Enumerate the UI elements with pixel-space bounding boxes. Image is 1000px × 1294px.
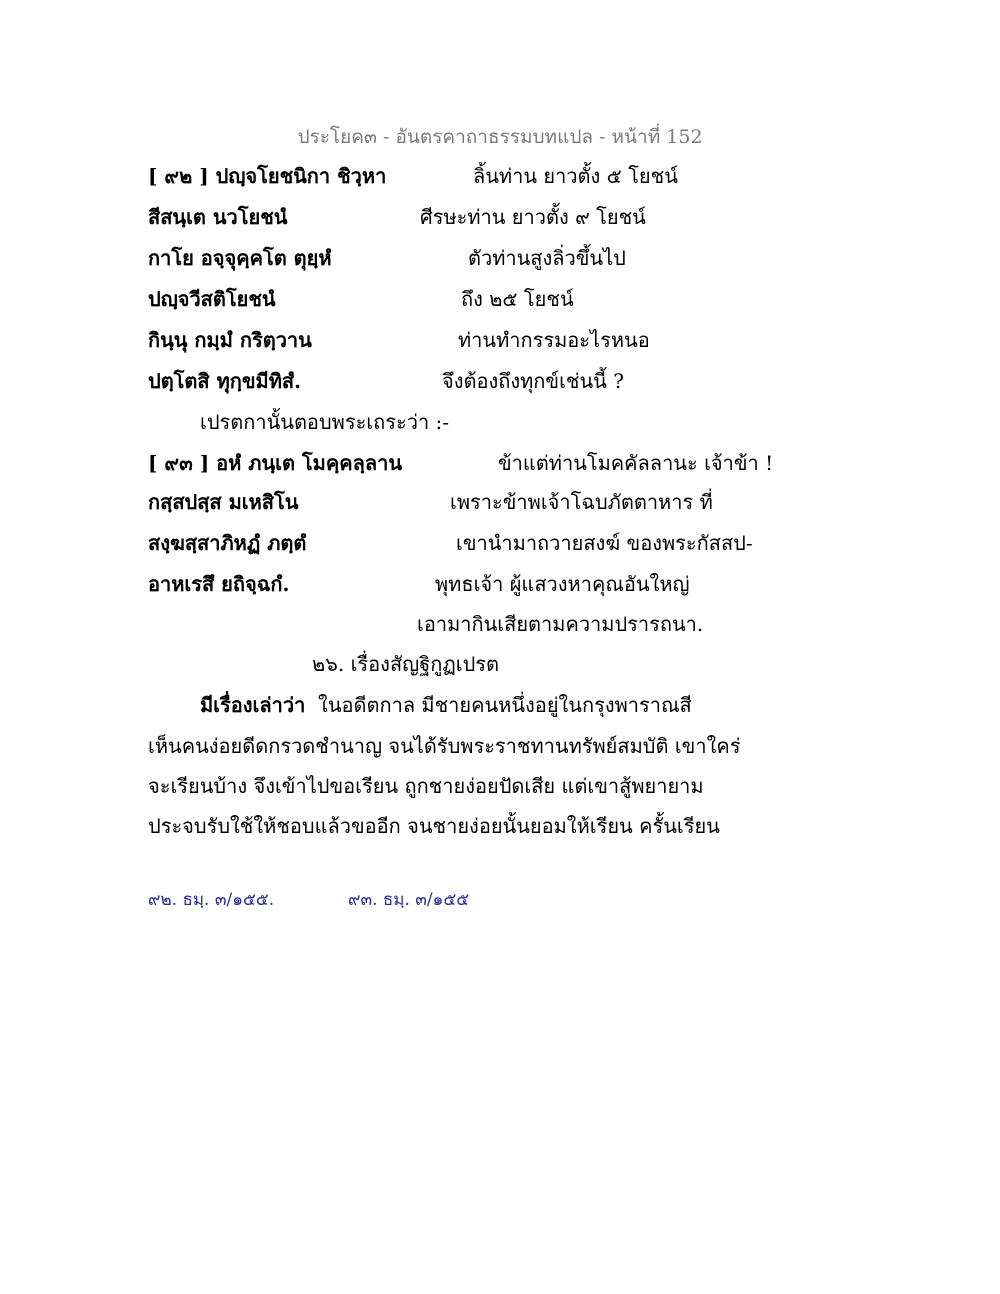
page-header: ประโยค๓ - อันตรคาถาธรรมบทแปล - หน้าที่ 152 [297, 126, 703, 148]
story-paragraph-line: เห็นคนง่อยดีดกรวดชำนาญ จนได้รับพระราชทานทรัพย์สมบัติ เขาใคร่ [148, 734, 741, 758]
pali-verse: ปญฺจวีสติโยชนํ [148, 287, 276, 311]
pali-verse: กาโย อจฺจุคฺคโต ตุยฺหํ [148, 246, 332, 270]
pali-verse: สีสนฺเต นวโยชนํ [148, 205, 288, 229]
pali-verse: ปตฺโตสิ ทุกฺขมีทิสํ. [148, 369, 302, 393]
pali-verse: [ ๙๒ ] ปญฺจโยชนิกา ชิวฺหา [148, 164, 387, 188]
thai-translation: ตัวท่านสูงลิ่วขึ้นไป [468, 246, 626, 270]
continuation-line: เอามากินเสียตามความปรารถนา. [417, 612, 704, 636]
thai-translation: พุทธเจ้า ผู้แสวงหาคุณอันใหญ่ [435, 572, 690, 596]
pali-verse: อาหเรสึ ยถิจฺฉกํ. [148, 572, 290, 596]
thai-translation: ลิ้นท่าน ยาวตั้ง ๕ โยชน์ [473, 164, 678, 188]
verse-row [148, 447, 848, 477]
verse-row [148, 568, 848, 598]
pali-verse: [ ๙๓ ] อหํ ภนฺเต โมคฺคลฺลาน [148, 451, 403, 475]
story-lead: มีเรื่องเล่าว่า [200, 693, 306, 717]
verse-row [148, 527, 848, 557]
story-text: ในอดีตกาล มีชายคนหนึ่งอยู่ในกรุงพาราณสี [318, 693, 692, 717]
story-paragraph-line [200, 689, 692, 721]
thai-translation: เพราะข้าพเจ้าโฉบภัตตาหาร ที่ [450, 490, 713, 514]
thai-translation: ศีรษะท่าน ยาวตั้ง ๙ โยชน์ [420, 205, 646, 229]
verse-row [148, 365, 848, 395]
story-paragraph-line: ประจบรับใช้ให้ชอบแล้วขออีก จนชายง่อยนั้นยอมให้เรียน ครั้นเรียน [148, 814, 720, 838]
story-paragraph-line: จะเรียนบ้าง จึงเข้าไปขอเรียน ถูกชายง่อยปัดเสีย แต่เขาสู้พยายาม [148, 774, 704, 798]
thai-translation: เขานำมาถวายสงฆ์ ของพระกัสสป- [456, 531, 753, 555]
verse-row [148, 283, 848, 313]
thai-translation: จึงต้องถึงทุกข์เช่นนี้ ? [442, 369, 624, 393]
thai-translation: ถึง ๒๕ โยชน์ [461, 287, 574, 311]
thai-translation: ท่านทำกรรมอะไรหนอ [458, 328, 650, 352]
pali-verse: กินฺนุ กมฺมํ กริตฺวาน [148, 328, 312, 352]
thai-translation: ข้าแต่ท่านโมคคัลลานะ เจ้าข้า ! [498, 451, 774, 475]
verse-row [148, 486, 848, 516]
footnote: ๙๒. ธมฺ. ๓/๑๕๕. [148, 890, 275, 910]
footnote: ๙๓. ธมฺ. ๓/๑๕๕ [348, 890, 470, 910]
pali-verse: กสฺสปสฺส มเหสิโน [148, 490, 299, 514]
verse-row [148, 160, 848, 190]
verse-row [148, 242, 848, 272]
story-title: ๒๖. เรื่องสัญฐิกูฏเปรต [312, 652, 500, 676]
verse-row [148, 324, 848, 354]
intro-line: เปรตกานั้นตอบพระเถระว่า :- [200, 410, 450, 434]
pali-verse: สงฺฆสฺสาภิหฏํ ภตฺตํ [148, 531, 307, 555]
verse-row [148, 201, 848, 231]
